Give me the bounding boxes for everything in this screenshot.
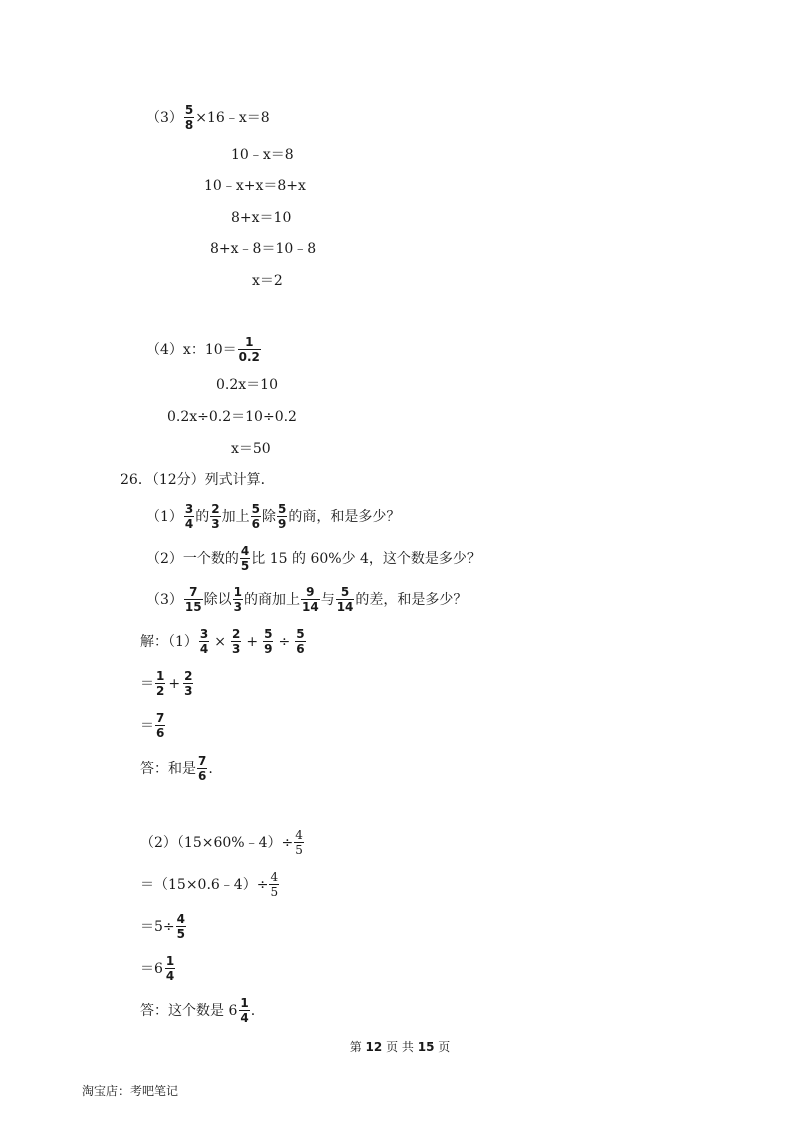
text-segment: ＝6	[140, 960, 163, 977]
problem-4-lhs: x：10＝	[182, 341, 237, 358]
text-segment: 4	[240, 1011, 249, 1025]
text-segment: 1	[240, 996, 249, 1010]
text-segment: 答：这个数是 6	[140, 1002, 238, 1019]
question-26-item-1	[146, 503, 400, 530]
text-segment: 的商加上	[243, 591, 300, 608]
problem-3-step	[231, 148, 294, 162]
solution-1-expression	[140, 628, 307, 655]
fraction	[176, 913, 186, 940]
fraction	[239, 997, 249, 1024]
text-segment: 2	[232, 627, 241, 641]
page-footer: 第 12 页 共 15 页	[349, 1040, 451, 1054]
text-segment: 0.2	[238, 350, 260, 364]
problem-3-step	[231, 211, 291, 225]
fraction	[197, 755, 207, 782]
problem-4-step	[216, 378, 278, 392]
text-segment: 3	[184, 502, 194, 516]
text-segment: x＝50	[231, 441, 271, 457]
text-segment: 4	[295, 828, 303, 842]
text-segment: 1	[165, 954, 175, 968]
solution-2-expression	[140, 829, 305, 856]
text-segment: 加上	[221, 508, 250, 525]
text-segment: 7	[189, 585, 198, 599]
text-segment: 9	[306, 585, 315, 599]
text-segment: 9	[264, 642, 273, 656]
text-segment: 5	[296, 627, 305, 641]
text-segment: 5	[264, 627, 273, 641]
text-segment: 5	[340, 585, 350, 599]
problem-3-step	[210, 242, 316, 256]
text-segment: 1	[233, 585, 242, 599]
text-segment: ×	[214, 633, 227, 650]
fraction	[294, 829, 304, 856]
text-segment: 7	[198, 754, 207, 768]
text-segment: 的差，和是多少？	[355, 591, 468, 608]
text-segment: 2	[184, 669, 193, 683]
text-segment: .	[250, 1002, 256, 1019]
fraction	[184, 586, 203, 613]
text-segment: x＝2	[252, 273, 283, 289]
question-26-heading	[120, 473, 275, 487]
fraction	[263, 628, 273, 655]
current-page-number: 12	[365, 1040, 383, 1054]
fraction	[295, 628, 305, 655]
text-segment: 3	[211, 517, 220, 531]
text-segment: ＝	[140, 717, 154, 734]
text-segment: 4	[184, 517, 194, 531]
text-segment: 5	[251, 502, 260, 516]
fraction	[233, 586, 243, 613]
text-segment: 6	[198, 769, 207, 783]
text-segment: 5	[270, 885, 279, 899]
text-segment: 比 15 的 60%少 4，这个数是多少？	[251, 550, 481, 567]
text-segment: 14	[336, 600, 354, 614]
text-segment: 7	[156, 711, 165, 725]
fraction	[210, 503, 220, 530]
solution-1-step	[140, 712, 166, 739]
text-segment: 5	[278, 502, 287, 516]
text-segment: 除以	[203, 591, 232, 608]
problem-4-step	[167, 410, 297, 424]
text-segment: 5	[295, 843, 303, 857]
text-segment: 4	[176, 912, 185, 926]
fraction	[336, 586, 355, 613]
fraction	[301, 586, 320, 613]
text-segment: （1）	[146, 508, 183, 525]
text-segment: ÷	[278, 633, 291, 650]
text-segment: 6	[296, 642, 305, 656]
text-segment: 3	[232, 642, 241, 656]
text-segment: 5	[176, 927, 185, 941]
text-segment: 与	[320, 591, 335, 608]
text-segment: 2	[156, 684, 165, 698]
problem-3-step	[204, 179, 306, 193]
fraction	[184, 104, 194, 131]
solution-2-step	[140, 955, 176, 982]
solution-1-step	[140, 670, 194, 697]
text-segment: 6	[251, 517, 260, 531]
text-segment: 8+x＝10	[231, 210, 292, 226]
text-segment: 答：和是	[140, 760, 196, 777]
text-segment: 4	[240, 544, 250, 558]
text-segment: 0.2x＝10	[216, 377, 278, 393]
text-segment: （2）（15×60%﹣4）÷	[140, 834, 294, 851]
text-segment: 的商，和是多少？	[288, 508, 401, 525]
text-segment: 解：（1）	[140, 633, 198, 650]
text-segment: 10﹣x＝8	[231, 147, 294, 163]
text-segment: 14	[301, 600, 319, 614]
problem-3-rest: ×16﹣x＝8	[195, 109, 270, 126]
text-segment: （2）一个数的	[146, 550, 239, 567]
question-26-item-3	[146, 586, 467, 613]
solution-2-step	[140, 871, 280, 898]
text-segment: ＝（15×0.6﹣4）÷	[140, 876, 269, 893]
fraction	[231, 628, 241, 655]
text-segment: 4	[165, 969, 175, 983]
text-segment: 的	[195, 508, 210, 525]
fraction	[155, 712, 165, 739]
fraction	[199, 628, 209, 655]
solution-2-step	[140, 913, 187, 940]
fraction	[184, 503, 194, 530]
total-pages-number: 15	[417, 1040, 435, 1054]
text-segment: .	[208, 760, 213, 777]
fraction	[277, 503, 287, 530]
text-segment: 26．（12分）列式计算．	[120, 472, 275, 488]
text-segment: ＝	[140, 675, 154, 692]
fraction	[165, 955, 175, 982]
fraction	[251, 503, 261, 530]
problem-3-step	[252, 274, 283, 288]
problem-4-label: （4）	[146, 341, 183, 358]
shop-watermark: 淘宝店：考吧笔记	[82, 1084, 179, 1098]
text-segment: +	[168, 675, 181, 692]
text-segment: 4	[199, 642, 209, 656]
text-segment: 0.2x÷0.2＝10÷0.2	[167, 409, 297, 425]
fraction	[269, 871, 279, 898]
text-segment: +	[246, 633, 259, 650]
problem-4-equation	[146, 336, 262, 363]
question-26-item-2	[146, 545, 481, 572]
fraction	[238, 336, 261, 363]
text-segment: 9	[278, 517, 287, 531]
text-segment: 15	[184, 600, 202, 614]
text-segment: 8	[184, 118, 194, 132]
text-segment: 4	[270, 870, 279, 884]
fraction	[155, 670, 165, 697]
problem-3-equation	[146, 104, 270, 131]
problem-3-label: （3）	[146, 109, 183, 126]
text-segment: 10﹣x+x＝8+x	[204, 178, 306, 194]
text-segment: 6	[156, 726, 165, 740]
fraction	[240, 545, 250, 572]
problem-4-step	[231, 442, 271, 456]
text-segment: 2	[211, 502, 220, 516]
text-segment: 5	[184, 103, 194, 117]
text-segment: 1	[156, 669, 165, 683]
text-segment: 3	[199, 627, 209, 641]
fraction	[183, 670, 193, 697]
text-segment: （3）	[146, 591, 183, 608]
text-segment: 3	[233, 600, 242, 614]
text-segment: 5	[240, 559, 250, 573]
text-segment: ＝5÷	[140, 918, 175, 935]
text-segment: 1	[245, 335, 254, 349]
solution-2-answer	[140, 997, 255, 1024]
text-segment: 3	[184, 684, 193, 698]
text-segment: 除	[262, 508, 276, 525]
solution-1-answer	[140, 755, 213, 782]
text-segment: 8+x﹣8＝10﹣8	[210, 241, 317, 257]
